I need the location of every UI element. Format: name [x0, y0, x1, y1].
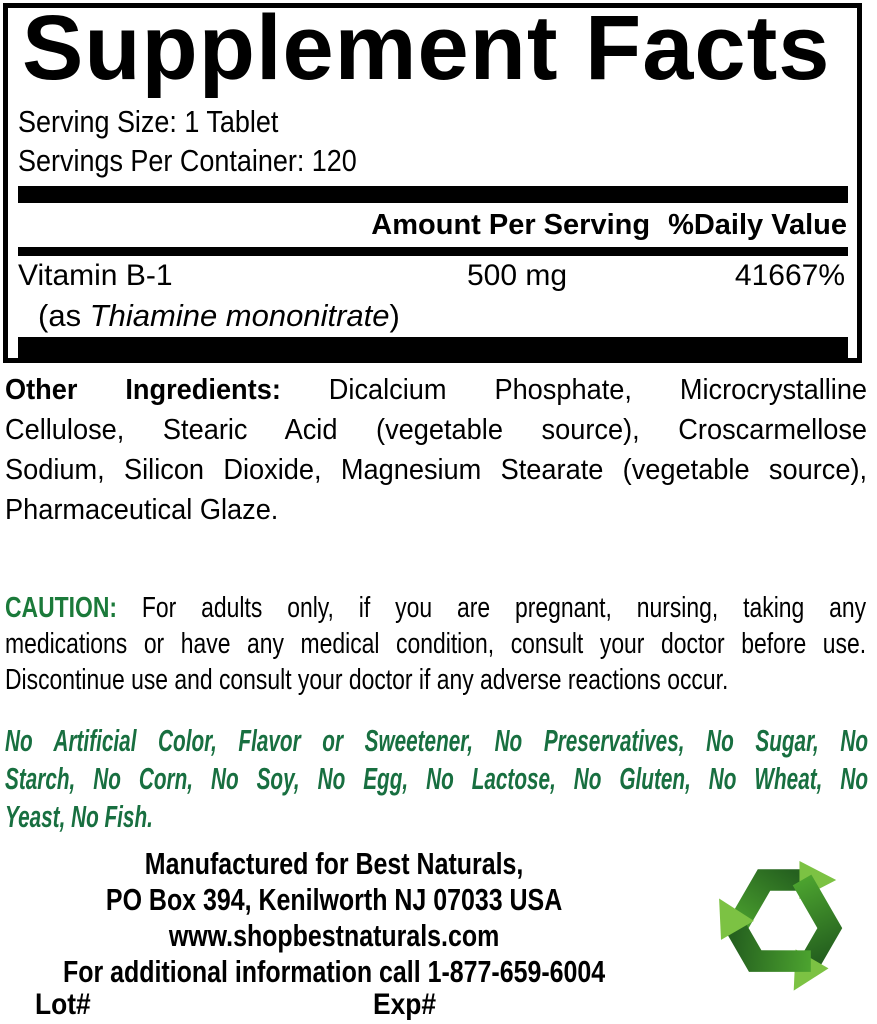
- other-ingredients-text: Dicalcium Phosphate, Microcrystalline: [328, 374, 868, 406]
- manufacturer-line: www.shopbestnaturals.com: [168, 918, 500, 953]
- caution-line: [5, 590, 866, 626]
- servings-per-container: Servings Per Container: 120: [18, 143, 357, 178]
- panel-title: Supplement Facts: [22, 0, 831, 99]
- amount-per-serving-header: Amount Per Serving: [371, 209, 651, 241]
- divider-bar-bottom: [18, 337, 848, 358]
- other-ingredients-line: Sodium, Silicon Dioxide, Magnesium Stearate (vegetable source),: [5, 454, 868, 486]
- column-headers: [371, 209, 847, 242]
- other-ingredients-line: Pharmaceutical Glaze.: [5, 494, 279, 526]
- manufacturer-info: [0, 846, 668, 990]
- source-name: Thiamine mononitrate: [89, 298, 390, 333]
- caution-line: medications or have any medical condition, consult your doctor before use.: [5, 628, 867, 660]
- source-suffix: ): [389, 298, 400, 333]
- caution-heading: CAUTION:: [5, 592, 117, 624]
- nutrient-amount: 500 mg: [467, 259, 568, 292]
- exp-label: Exp#: [373, 988, 437, 1021]
- serving-size: Serving Size: 1 Tablet: [18, 104, 279, 139]
- daily-value-header: %Daily Value: [668, 209, 847, 241]
- lot-label: Lot#: [35, 988, 91, 1021]
- caution-line: Discontinue use and consult your doctor if any adverse reactions occur.: [5, 664, 729, 696]
- divider-bar-thick: [18, 186, 848, 203]
- manufacturer-line: PO Box 394, Kenilworth NJ 07033 USA: [105, 882, 563, 917]
- recycle-icon: [697, 842, 869, 994]
- claims-line: Yeast, No Fish.: [5, 799, 153, 834]
- divider-bar-thin: [18, 247, 848, 256]
- manufacturer-line: Manufactured for Best Naturals,: [144, 846, 524, 881]
- claims-line: No Artificial Color, Flavor or Sweetener, No Preservatives, No Sugar, No: [5, 723, 869, 758]
- nutrient-source: [38, 298, 400, 334]
- claims-line: Starch, No Corn, No Soy, No Egg, No Lactose, No Gluten, No Wheat, No: [5, 761, 869, 796]
- other-ingredients-line: [5, 370, 867, 410]
- supplement-facts-panel: [3, 0, 862, 363]
- claims-section: [5, 722, 868, 836]
- nutrient-daily-value: 41667%: [734, 259, 845, 292]
- other-ingredients-line: Cellulose, Stearic Acid (vegetable source), Croscarmellose: [5, 414, 868, 446]
- manufacturer-line: For additional information call 1-877-659-6004: [62, 954, 606, 989]
- other-ingredients-heading: Other Ingredients:: [5, 374, 281, 406]
- caution-text: For adults only, if you are pregnant, nursing, taking any: [141, 592, 867, 624]
- caution-section: [5, 590, 866, 698]
- nutrient-name: Vitamin B-1: [18, 259, 173, 292]
- source-prefix: (as: [38, 298, 90, 333]
- other-ingredients: [5, 370, 867, 530]
